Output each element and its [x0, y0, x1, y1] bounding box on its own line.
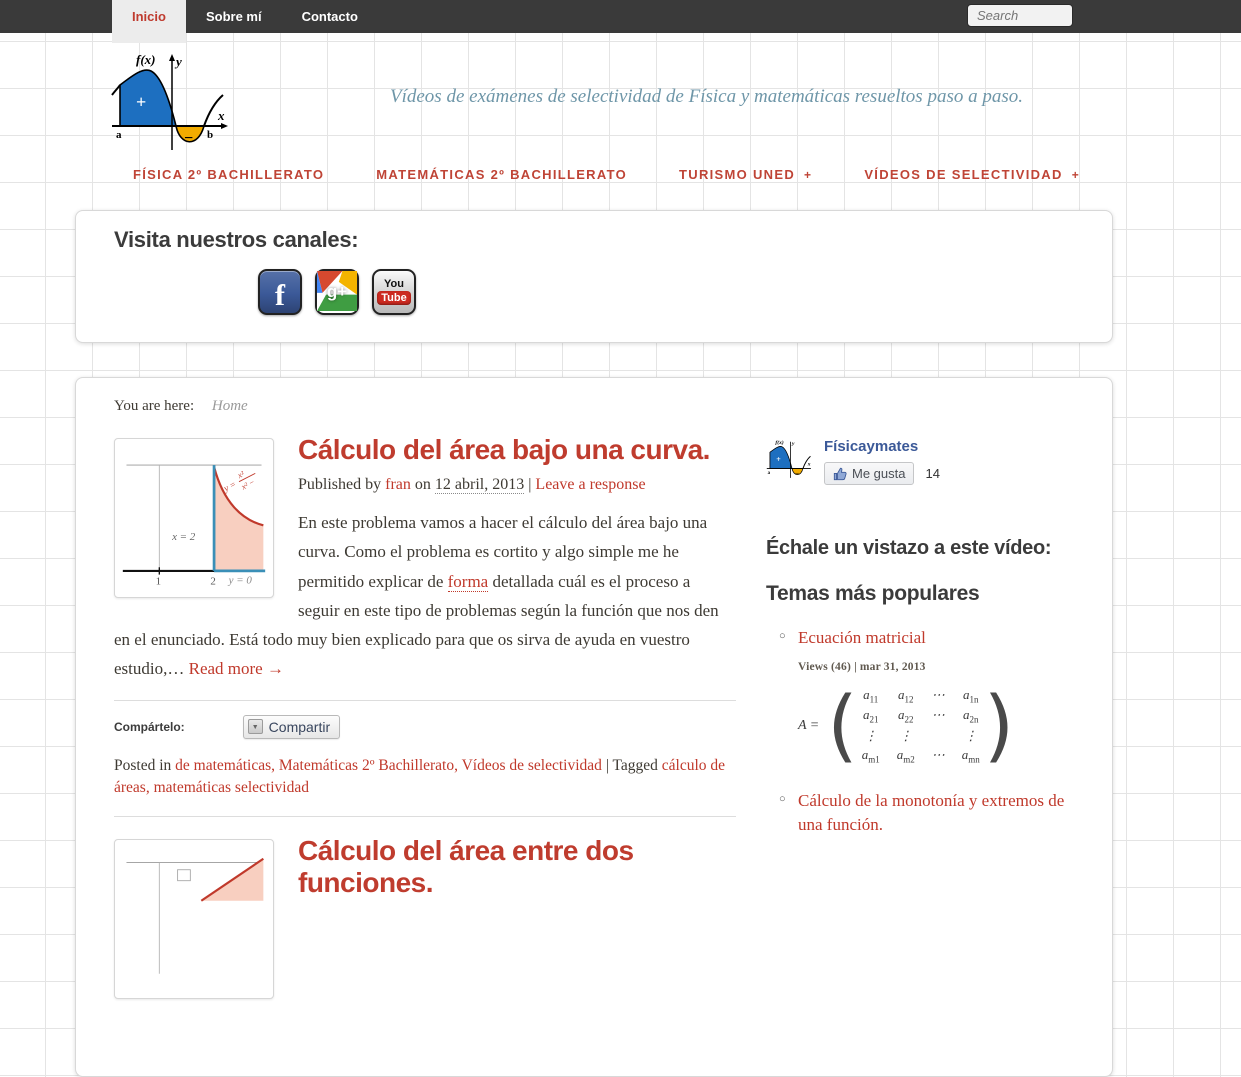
share-dropdown-icon: ▼: [248, 719, 263, 734]
popular-item-ecuacion: [766, 626, 1096, 771]
svg-text:b: b: [207, 129, 214, 141]
circle-bullet-icon: ○: [779, 792, 786, 805]
forma-link[interactable]: forma: [447, 571, 489, 591]
svg-text:y = 0: y = 0: [228, 574, 252, 587]
search-input[interactable]: [967, 4, 1073, 27]
posted-in-line: Posted in de matemáticas, Matemáticas 2º Bachillerato, Vídeos de selectividad | Tagged cálculo de áreas, matemáticas selectividad: [114, 756, 726, 797]
compartir-button[interactable]: ▼ Compartir: [243, 715, 340, 739]
svg-text:x² −: x² −: [239, 477, 257, 492]
article-area-entre-funciones: [114, 835, 736, 899]
svg-text:+: +: [136, 92, 147, 112]
sidebar: [766, 434, 1096, 862]
svg-text:2: 2: [210, 575, 216, 588]
nav-selectividad[interactable]: VÍDEOS DE SELECTIVIDAD +: [864, 167, 1080, 182]
post-thumbnail[interactable]: [114, 438, 274, 598]
svg-text:y: y: [791, 440, 795, 447]
like-count: 14: [925, 466, 940, 481]
post-title-link[interactable]: Cálculo del área bajo una curva.: [298, 434, 710, 465]
matrix-image: A = ( $a_{11}$ $a_{12}$ ⋯ $a_{1n}$ $a_{21}$ $a_{22}$ ⋯ $a_{2n}$ ⋮ ⋮ ⋮ $a_{m1}$ $a_{m2}$ ⋯ $a_{mn}$ ): [798, 680, 1015, 771]
site-logo[interactable]: [110, 50, 232, 154]
svg-text:f(x): f(x): [136, 52, 156, 67]
tab-inicio[interactable]: Inicio: [112, 0, 186, 43]
svg-text:x: x: [218, 108, 225, 123]
svg-text:y: y: [176, 54, 182, 69]
main-navigation: [133, 167, 1080, 182]
facebook-icon[interactable]: f: [258, 269, 302, 315]
video-section-heading: Échale un vistazo a este vídeo:: [766, 537, 1052, 559]
category-link[interactable]: Matemáticas 2º Bachillerato,: [278, 756, 458, 774]
top-bar: [0, 0, 1241, 33]
social-icons-row: [258, 269, 416, 315]
youtube-icon[interactable]: You Tube: [372, 269, 416, 315]
svg-text:x²: x²: [236, 469, 246, 481]
author-link[interactable]: fran: [385, 476, 411, 494]
popular-topics-heading: Temas más populares: [766, 582, 980, 605]
popular-item-link[interactable]: Ecuación matricial: [798, 628, 926, 647]
top-tabs: [112, 0, 378, 43]
breadcrumb-prefix: You are here:: [114, 398, 195, 414]
popular-topics-list: [766, 626, 1096, 838]
submenu-plus-icon: +: [1071, 168, 1080, 182]
svg-text:+: +: [776, 455, 781, 465]
submenu-plus-icon: +: [804, 168, 813, 182]
popular-item-link[interactable]: Cálculo de la monotonía y extremos de una función.: [798, 790, 1065, 835]
read-more-link[interactable]: Read more →: [188, 659, 284, 679]
area-under-curve-graph: [121, 445, 267, 591]
nav-turismo[interactable]: TURISMO UNED +: [679, 167, 813, 182]
search-container: [967, 4, 1073, 27]
tab-contacto[interactable]: Contacto: [301, 9, 358, 24]
svg-text:1: 1: [155, 575, 162, 588]
tag-link[interactable]: cálculo de áreas,: [114, 756, 726, 797]
posts-column: [114, 434, 736, 1009]
post-date[interactable]: 12 abril, 2013: [434, 476, 525, 494]
left-paren: (: [827, 680, 858, 771]
svg-text:x = 2: x = 2: [172, 530, 196, 543]
facebook-like-widget: [766, 434, 1096, 485]
nav-fisica[interactable]: FÍSICA 2º BACHILLERATO: [133, 167, 325, 182]
share-row: [114, 715, 736, 739]
breadcrumb: [76, 378, 1112, 415]
leave-response-link[interactable]: Leave a response: [535, 476, 646, 494]
category-link[interactable]: Vídeos de selectividad: [461, 756, 602, 774]
main-content-panel: [75, 377, 1113, 1077]
share-label: Compártelo:: [114, 719, 185, 734]
svg-text:x: x: [807, 461, 811, 468]
circle-bullet-icon: ○: [779, 630, 786, 642]
nav-matematicas[interactable]: MATEMÁTICAS 2º BACHILLERATO: [376, 167, 628, 182]
category-link[interactable]: de matemáticas,: [175, 756, 275, 774]
fb-page-name-link[interactable]: Físicaymates: [824, 438, 919, 455]
post-title-link[interactable]: Cálculo del área entre dos funciones.: [298, 834, 634, 898]
svg-text:y =: y =: [221, 478, 238, 494]
matrix-grid: $a_{11}$ $a_{12}$ ⋯ $a_{1n}$ $a_{21}$ $a_{22}$ ⋯ $a_{2n}$ ⋮ ⋮ ⋮ $a_{m1}$ $a_{m2}$ ⋯ $a_{mn}$: [861, 686, 980, 765]
fisicaymates-logo-icon: [766, 434, 814, 484]
tag-link[interactable]: matemáticas selectividad: [153, 779, 309, 797]
thumbs-up-icon: [833, 467, 847, 481]
svg-text:a: a: [116, 129, 122, 141]
category-links: [175, 757, 602, 774]
post-byline: Published by fran on 12 abril, 2013 | Leave a response: [298, 476, 646, 494]
article-area-bajo-curva: [114, 434, 736, 817]
svg-text:−: −: [795, 469, 800, 478]
channels-panel: [75, 210, 1113, 343]
channels-title: Visita nuestros canales:: [114, 227, 359, 252]
divider: [114, 700, 736, 701]
breadcrumb-home-link[interactable]: Home: [211, 398, 248, 414]
area-between-curves-graph: [121, 846, 267, 992]
popular-item-meta: Views (46) | mar 31, 2013: [798, 660, 926, 673]
right-paren: ): [983, 680, 1015, 771]
svg-text:a: a: [767, 470, 770, 476]
me-gusta-button[interactable]: Me gusta: [824, 462, 914, 485]
post-thumbnail[interactable]: [114, 839, 274, 999]
post-excerpt: En este problema vamos a hacer el cálculo del área bajo una curva. Como el problema es cortito y algo simple me he permitido explicar de forma detallada cuál es el proceso a seguir en este tipo de problemas según la función que nos den en el enunciado. Está todo muy bien explicado para que os sirva de ayuda en vuestro estudio,… Read more →: [114, 513, 719, 679]
google-plus-icon[interactable]: g+: [315, 269, 359, 315]
tab-sobre-mi[interactable]: Sobre mí: [205, 9, 262, 24]
svg-text:−: −: [184, 130, 194, 147]
site-tagline: Vídeos de exámenes de selectividad de Física y matemáticas resueltos paso a paso.: [389, 86, 1023, 107]
svg-text:f(x): f(x): [775, 440, 784, 447]
function-graph-logo-icon: [110, 50, 232, 154]
divider: [114, 816, 736, 817]
popular-item-monotonia: [766, 789, 1096, 838]
